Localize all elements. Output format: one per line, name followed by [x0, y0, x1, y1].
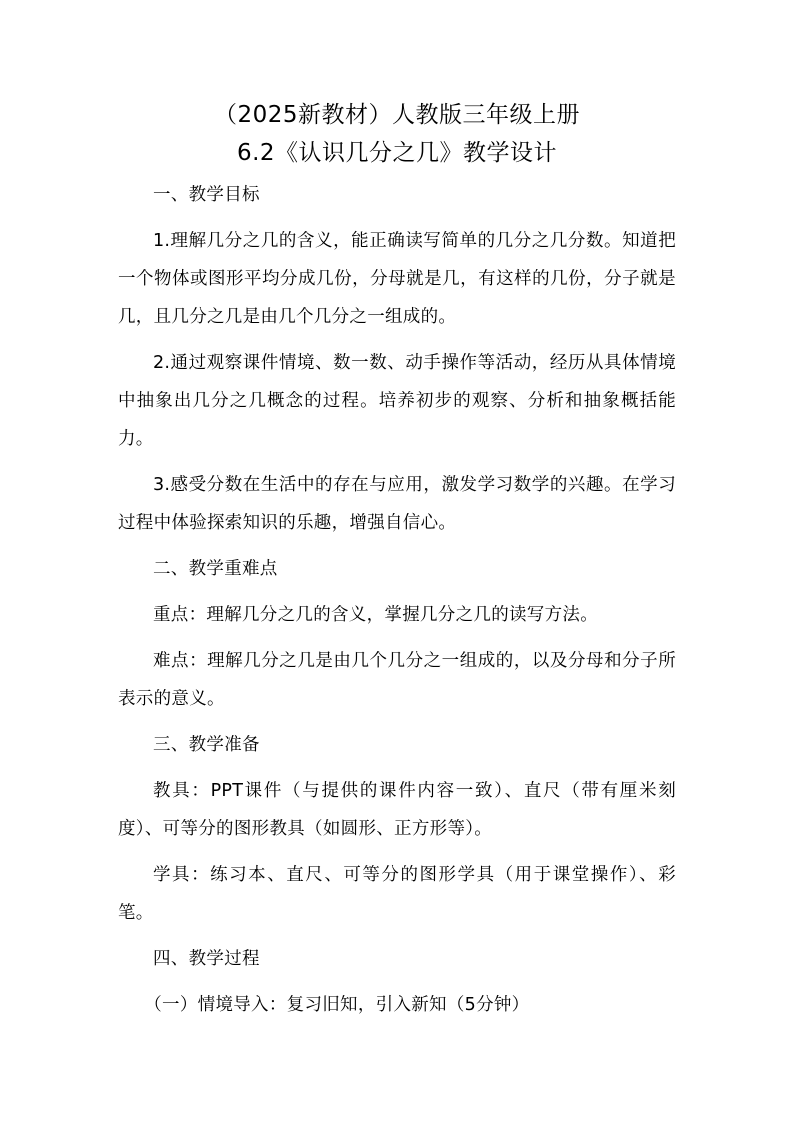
key-point-paragraph: 重点：理解几分之几的含义，掌握几分之几的读写方法。 [153, 605, 598, 625]
section-heading-process: 四、教学过程 [153, 949, 260, 969]
document-title-line1: （2025新教材）人教版三年级上册 [213, 102, 581, 128]
section-heading-objectives: 一、教学目标 [153, 185, 260, 205]
student-materials-paragraph: 学具：练习本、直尺、可等分的图形学具（用于课堂操作）、彩笔。 [118, 865, 676, 923]
section-heading-key-points: 二、教学重难点 [153, 559, 278, 579]
section-heading-preparation: 三、教学准备 [153, 735, 260, 755]
teacher-materials-paragraph: 教具：PPT课件（与提供的课件内容一致）、直尺（带有厘米刻度）、可等分的图形教具（如圆形、正方形等）。 [118, 781, 676, 839]
document-title-line2: 6.2《认识几分之几》教学设计 [236, 140, 558, 166]
objective-paragraph-1: 1.理解几分之几的含义，能正确读写简单的几分之几分数。知道把一个物体或图形平均分成几份，分母就是几，有这样的几份，分子就是几，且几分之几是由几个几分之一组成的。 [118, 231, 676, 327]
process-subheading-intro: （一）情境导入：复习旧知，引入新知（5分钟） [144, 995, 530, 1015]
objective-paragraph-3: 3.感受分数在生活中的存在与应用，激发学习数学的兴趣。在学习过程中体验探索知识的乐趣，增强自信心。 [118, 475, 676, 533]
difficult-point-paragraph: 难点：理解几分之几是由几个几分之一组成的，以及分母和分子所表示的意义。 [118, 651, 676, 709]
objective-paragraph-2: 2.通过观察课件情境、数一数、动手操作等活动，经历从具体情境中抽象出几分之几概念的过程。培养初步的观察、分析和抽象概括能力。 [118, 353, 676, 449]
document-body [118, 176, 676, 1024]
